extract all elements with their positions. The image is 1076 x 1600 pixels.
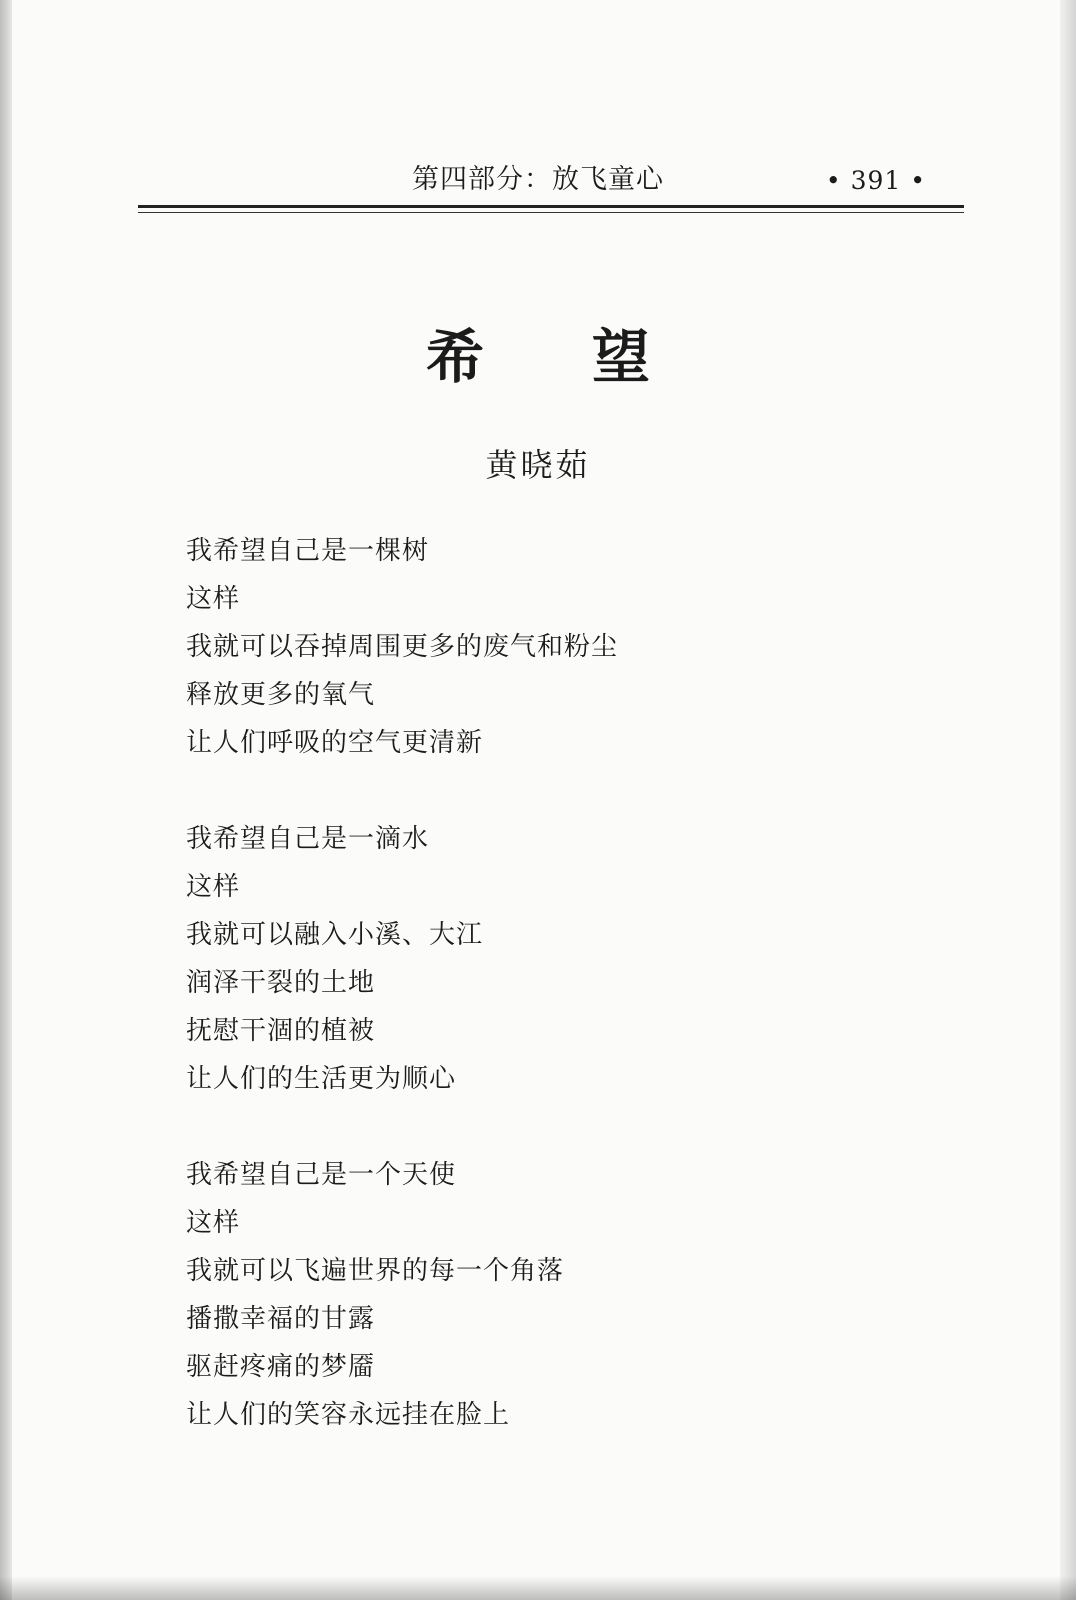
poem-line: 这样 (186, 584, 241, 614)
poem-line: 驱赶疼痛的梦靥 (186, 1352, 376, 1382)
page-number: • 391 • (825, 166, 926, 195)
stanza (186, 534, 886, 774)
poem-line: 播撒幸福的甘露 (186, 1304, 376, 1334)
poem-line: 我就可以飞遍世界的每一个角落 (186, 1256, 565, 1286)
poem-body (186, 534, 886, 1446)
poem-line: 让人们的生活更为顺心 (186, 1064, 457, 1094)
poem-author: 黄晓茹 (485, 446, 591, 484)
poem-line: 这样 (186, 872, 241, 902)
poem-line: 润泽干裂的土地 (186, 968, 376, 998)
poem-line: 释放更多的氧气 (186, 680, 376, 710)
page-right-edge (1060, 0, 1076, 1600)
running-header (0, 162, 1076, 198)
poem-line: 让人们呼吸的空气更清新 (186, 728, 484, 758)
page-bottom-shadow (0, 1576, 1076, 1600)
poem-line: 我希望自己是一个天使 (186, 1160, 457, 1190)
poem-title: 希望 (425, 323, 758, 391)
stanza (186, 822, 886, 1110)
page-left-edge (0, 0, 12, 1600)
poem-line: 让人们的笑容永远挂在脸上 (186, 1400, 511, 1430)
poem-line: 这样 (186, 1208, 241, 1238)
section-title: 第四部分：放飞童心 (412, 164, 664, 195)
poem-line: 我就可以融入小溪、大江 (186, 920, 484, 950)
poem-line: 抚慰干涸的植被 (186, 1016, 376, 1046)
header-rule-thin (138, 212, 964, 213)
poem-line: 我就可以吞掉周围更多的废气和粉尘 (186, 632, 619, 662)
header-rule-thick (138, 205, 964, 208)
poem-line: 我希望自己是一棵树 (186, 536, 430, 566)
stanza (186, 1158, 886, 1446)
poem-line: 我希望自己是一滴水 (186, 824, 430, 854)
